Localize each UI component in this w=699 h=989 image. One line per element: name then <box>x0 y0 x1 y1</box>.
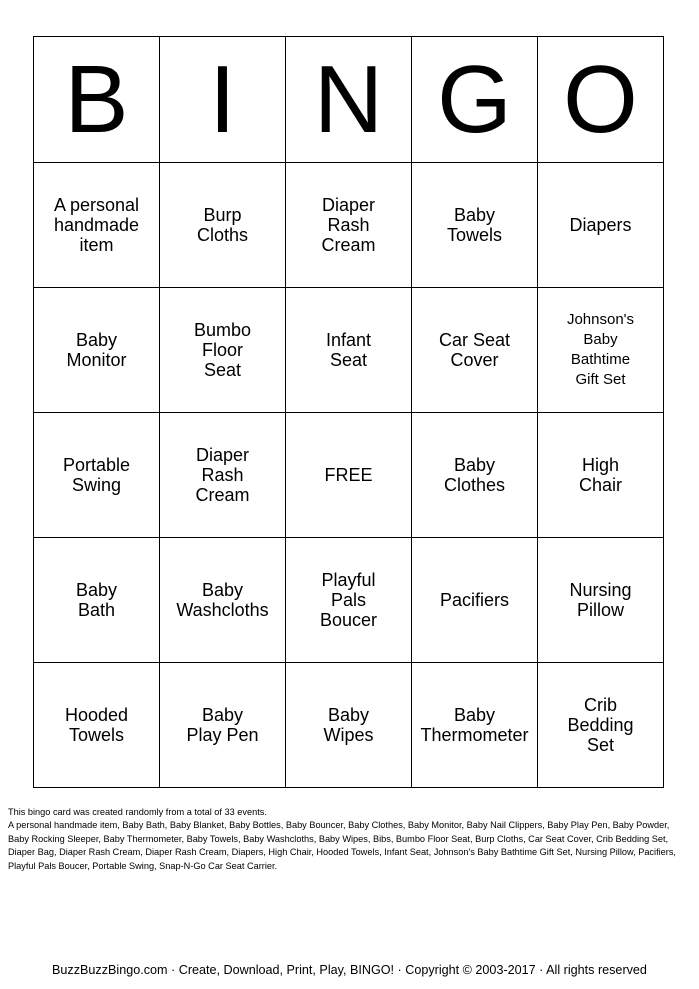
cell-text: Burp Cloths <box>196 205 249 245</box>
cell-text: Nursing Pillow <box>569 580 632 620</box>
cell-text: Playful Pals Boucer <box>319 570 378 630</box>
bingo-cell <box>34 538 160 663</box>
header-letter-g: G <box>412 37 538 163</box>
bingo-cell <box>538 663 664 788</box>
cell-text: Johnson's Baby Bathtime Gift Set <box>566 311 635 388</box>
bingo-row <box>34 663 664 788</box>
bingo-cell <box>286 663 412 788</box>
bingo-cell <box>160 663 286 788</box>
cell-text: Diaper Rash Cream <box>195 445 250 505</box>
cell-text: Bumbo Floor Seat <box>193 320 252 380</box>
bingo-cell <box>538 163 664 288</box>
cell-text: Car Seat Cover <box>438 330 511 370</box>
cell-text: Baby Monitor <box>66 330 127 370</box>
bingo-cell <box>538 413 664 538</box>
bingo-row <box>34 538 664 663</box>
card-summary: This bingo card was created randomly from a total of 33 events. <box>8 807 267 817</box>
bingo-cell <box>34 413 160 538</box>
header-letter-i: I <box>160 37 286 163</box>
cell-text: Pacifiers <box>439 590 510 610</box>
cell-text: Baby Bath <box>75 580 118 620</box>
cell-text: High Chair <box>578 455 622 495</box>
cell-text: Diaper Rash Cream <box>321 195 376 255</box>
bingo-row <box>34 163 664 288</box>
bingo-cell <box>34 288 160 413</box>
bingo-cell <box>160 538 286 663</box>
bingo-cell <box>412 413 538 538</box>
header-letter-n: N <box>286 37 412 163</box>
card-info <box>8 806 692 873</box>
bingo-cell <box>538 538 664 663</box>
bingo-cell <box>34 163 160 288</box>
bingo-card <box>33 36 664 788</box>
bingo-cell <box>412 538 538 663</box>
header-letter-o: O <box>538 37 664 163</box>
bingo-row <box>34 413 664 538</box>
bingo-cell <box>412 288 538 413</box>
cell-text: Baby Thermometer <box>420 705 529 745</box>
cell-text: Baby Wipes <box>323 705 374 745</box>
cell-text: Portable Swing <box>62 455 131 495</box>
bingo-cell <box>412 163 538 288</box>
cell-text: Hooded Towels <box>64 705 129 745</box>
cell-text: Baby Clothes <box>443 455 506 495</box>
bingo-cell <box>160 163 286 288</box>
bingo-cell <box>286 163 412 288</box>
free-space-text: FREE <box>324 465 373 485</box>
free-space-cell <box>286 413 412 538</box>
bingo-cell <box>34 663 160 788</box>
cell-text: Baby Play Pen <box>186 705 259 745</box>
bingo-cell <box>286 288 412 413</box>
bingo-cell <box>412 663 538 788</box>
cell-text: Infant Seat <box>325 330 372 370</box>
bingo-row <box>34 288 664 413</box>
bingo-header-row <box>34 37 664 163</box>
cell-text: Baby Towels <box>446 205 503 245</box>
bingo-cell <box>286 538 412 663</box>
cell-text: Diapers <box>569 215 632 235</box>
event-list: A personal handmade item, Baby Bath, Baby Blanket, Baby Bottles, Baby Bouncer, Baby Clothes, Baby Monitor, Baby Nail Clippers, Baby Play Pen, Baby Powder, Baby Rocking Sleeper, Baby Thermometer, Baby Towels, Baby Washcloths, Baby Wipes, Bibs, Bumbo Floor Seat, Burp Cloths, Car Seat Cover, Crib Bedding Set, Diaper Bag, Diaper Rash Cream, Diaper Rash Cream, Diapers, High Chair, Hooded Towels, Infant Seat, Johnson's Baby Bathtime Gift Set, Nursing Pillow, Pacifiers, Playful Pals Boucer, Portable Swing, Snap-N-Go Car Seat Carrier. <box>8 820 676 871</box>
bingo-cell <box>538 288 664 413</box>
cell-text: Crib Bedding Set <box>567 695 634 755</box>
cell-text: A personal handmade item <box>53 195 140 255</box>
header-letter-b: B <box>34 37 160 163</box>
bingo-cell <box>160 288 286 413</box>
bingo-cell <box>160 413 286 538</box>
footer: BuzzBuzzBingo.com · Create, Download, Print, Play, BINGO! · Copyright © 2003-2017 · All rights reserved <box>52 963 647 977</box>
cell-text: Baby Washcloths <box>176 580 269 620</box>
